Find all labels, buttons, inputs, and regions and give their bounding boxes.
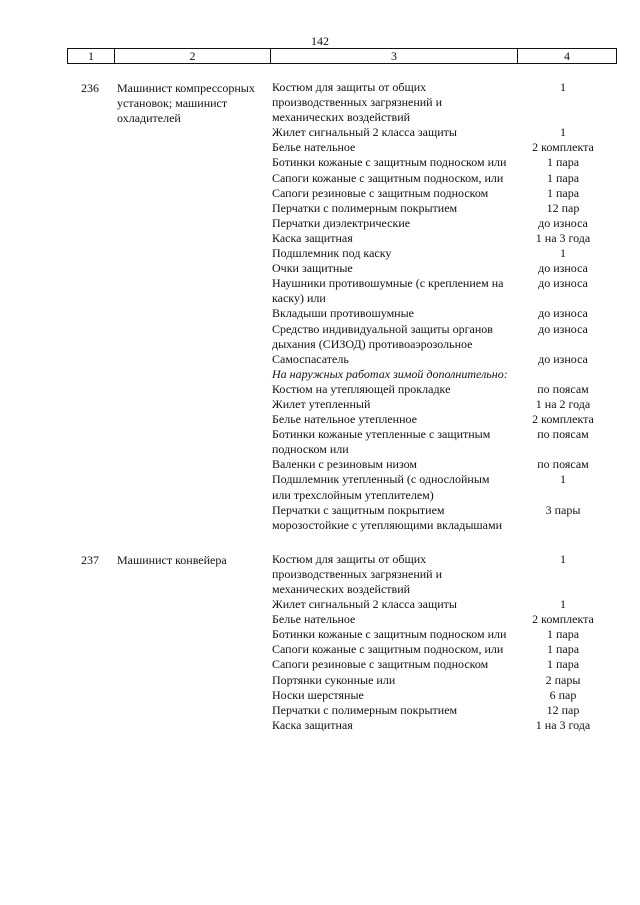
equipment-item: [268, 322, 612, 352]
equipment-item: [268, 216, 612, 231]
equipment-name: Валенки с резиновым низом: [272, 457, 418, 472]
equipment-name: Костюм для защиты от общих производственных загрязнений и механических воздействий: [272, 551, 443, 596]
position-title: Машинист конвейера: [117, 552, 227, 567]
position-title: Машинист компрессорных установок; машинист охладителей: [117, 81, 255, 125]
equipment-name: Перчатки с полимерным покрытием: [272, 702, 458, 717]
equipment-name: Каска защитная: [272, 230, 353, 245]
equipment-item: [268, 642, 612, 657]
column-header-2: 2: [115, 49, 271, 64]
equipment-name: Белье нательное: [272, 140, 356, 155]
equipment-item: [268, 276, 612, 306]
equipment-item: [268, 552, 612, 597]
equipment-quantity: по поясам: [537, 381, 589, 396]
equipment-name: Средство индивидуальной защиты органов дыхания (СИЗОД) противоаэрозольное: [272, 321, 493, 351]
equipment-quantity: 2 комплекта: [532, 412, 594, 427]
equipment-name: Жилет сигнальный 2 класса защиты: [272, 125, 457, 140]
equipment-item: [268, 597, 612, 612]
table-entry: [67, 80, 612, 533]
equipment-item: [268, 627, 612, 642]
equipment-name: Белье нательное: [272, 612, 356, 627]
equipment-name: Вкладыши противошумные: [272, 306, 414, 321]
equipment-item: [268, 186, 612, 201]
equipment-quantity: 12 пар: [546, 702, 580, 717]
equipment-quantity: 1: [560, 551, 566, 566]
equipment-quantity: 1: [560, 597, 566, 612]
equipment-item: [268, 201, 612, 216]
equipment-item: [268, 231, 612, 246]
equipment-item: [268, 125, 612, 140]
equipment-quantity: 1 пара: [546, 155, 580, 170]
equipment-quantity: 1 на 3 года: [535, 230, 591, 245]
page-number: 142: [311, 34, 329, 48]
equipment-name: Самоспасатель: [272, 351, 349, 366]
equipment-quantity: 1: [560, 80, 566, 94]
equipment-item: [268, 457, 612, 472]
equipment-quantity: до износа: [538, 215, 588, 230]
equipment-quantity: 12 пар: [546, 200, 580, 215]
equipment-quantity: 3 пары: [545, 502, 581, 517]
equipment-item: [268, 80, 612, 125]
equipment-quantity: 1 пара: [546, 627, 580, 642]
equipment-name: Ботинки кожаные утепленные с защитным подноском или: [272, 427, 491, 457]
equipment-list: [268, 80, 612, 533]
equipment-name: Белье нательное утепленное: [272, 412, 417, 427]
equipment-name: Перчатки диэлектрические: [272, 215, 411, 230]
equipment-item: [268, 261, 612, 276]
equipment-name: Костюм на утепляющей прокладке: [272, 381, 451, 396]
equipment-item: [268, 472, 612, 502]
equipment-quantity: 2 комплекта: [532, 612, 594, 627]
equipment-name: Перчатки с полимерным покрытием: [272, 200, 458, 215]
equipment-quantity: [514, 367, 612, 382]
equipment-quantity: 1: [560, 246, 566, 261]
equipment-name: Ботинки кожаные с защитным подноском или: [272, 627, 507, 642]
equipment-quantity: по поясам: [537, 457, 589, 472]
equipment-item: [268, 306, 612, 321]
equipment-name: Носки шерстяные: [272, 687, 364, 702]
equipment-name: На наружных работах зимой дополнительно:: [272, 366, 508, 381]
equipment-item: [268, 246, 612, 261]
equipment-quantity: до износа: [538, 276, 588, 291]
equipment-item: [268, 673, 612, 688]
equipment-item: [268, 171, 612, 186]
entry-number: 236: [81, 81, 99, 95]
equipment-item: [268, 382, 612, 397]
table-entry: [67, 552, 612, 733]
column-header-row: [68, 49, 617, 64]
equipment-quantity: 1: [560, 472, 566, 487]
equipment-quantity: до износа: [538, 306, 588, 321]
equipment-item: [268, 412, 612, 427]
equipment-quantity: 1: [560, 125, 566, 140]
entry-number: 237: [81, 552, 99, 567]
column-header-1: 1: [68, 49, 115, 64]
equipment-name: Сапоги кожаные с защитным подноском, или: [272, 642, 504, 657]
equipment-name: Наушники противошумные (с креплением на каску) или: [272, 276, 504, 306]
equipment-item: [268, 688, 612, 703]
equipment-quantity: 1 на 3 года: [535, 717, 591, 732]
equipment-quantity: 6 пар: [549, 687, 577, 702]
equipment-name: Очки защитные: [272, 261, 353, 276]
equipment-quantity: до износа: [538, 261, 588, 276]
table-body: [67, 80, 612, 733]
column-header-4: 4: [518, 49, 617, 64]
equipment-item: [268, 503, 612, 533]
equipment-name: Перчатки с защитным покрытием морозостойкие с утепляющими вкладышами: [272, 502, 503, 532]
equipment-quantity: до износа: [538, 321, 588, 336]
equipment-quantity: по поясам: [537, 427, 589, 442]
equipment-name: Жилет утепленный: [272, 396, 371, 411]
equipment-item: [268, 427, 612, 457]
equipment-name: Сапоги кожаные с защитным подноском, или: [272, 170, 504, 185]
equipment-item: [268, 140, 612, 155]
equipment-name: Сапоги резиновые с защитным подноском: [272, 657, 489, 672]
equipment-quantity: 1 пара: [546, 185, 580, 200]
equipment-item: [268, 612, 612, 627]
equipment-item: [268, 397, 612, 412]
equipment-list: [268, 552, 612, 733]
equipment-quantity: 2 пары: [545, 672, 581, 687]
column-header-3: 3: [271, 49, 518, 64]
equipment-quantity: 1 пара: [546, 642, 580, 657]
equipment-quantity: 1 на 2 года: [535, 396, 591, 411]
equipment-quantity: 1 пара: [546, 657, 580, 672]
equipment-name: Костюм для защиты от общих производственных загрязнений и механических воздействий: [272, 80, 443, 125]
equipment-name: Каска защитная: [272, 717, 353, 732]
section-note: [268, 367, 612, 382]
equipment-name: Подшлемник утепленный (с однослойным или трехслойным утеплителем): [272, 472, 490, 502]
equipment-item: [268, 657, 612, 672]
equipment-quantity: 2 комплекта: [532, 140, 594, 155]
equipment-name: Портянки суконные или: [272, 672, 396, 687]
column-header-table: [67, 48, 617, 64]
equipment-quantity: 1 пара: [546, 170, 580, 185]
equipment-item: [268, 352, 612, 367]
equipment-name: Ботинки кожаные с защитным подноском или: [272, 155, 507, 170]
equipment-item: [268, 703, 612, 718]
equipment-quantity: до износа: [538, 351, 588, 366]
equipment-item: [268, 155, 612, 170]
equipment-name: Подшлемник под каску: [272, 246, 392, 261]
equipment-name: Жилет сигнальный 2 класса защиты: [272, 597, 457, 612]
equipment-item: [268, 718, 612, 733]
equipment-name: Сапоги резиновые с защитным подноском: [272, 185, 489, 200]
